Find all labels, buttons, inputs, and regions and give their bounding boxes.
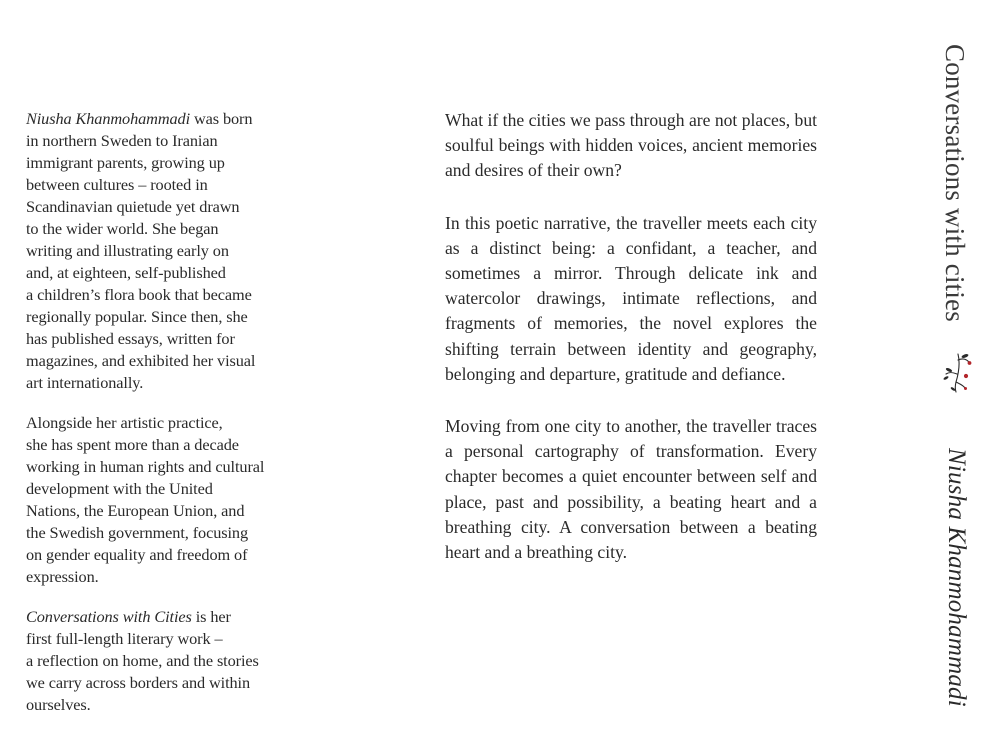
bio-paragraph-3 — [26, 606, 296, 716]
bio-line: on gender equality and freedom of — [26, 545, 248, 564]
bio-paragraph-1 — [26, 108, 296, 394]
book-spine — [930, 0, 986, 721]
bio-line: writing and illustrating early on — [26, 241, 229, 260]
bio-line: has published essays, written for — [26, 329, 235, 348]
bio-line: and, at eighteen, self-published — [26, 263, 226, 282]
bio-line: expression. — [26, 567, 99, 586]
bio-line: Alongside her artistic practice, — [26, 413, 223, 432]
blurb-paragraph-1: What if the cities we pass through are not places, but soulful beings with hidden voices, ancient memories and desires of their own? — [445, 110, 817, 181]
bio-line: in northern Sweden to Iranian — [26, 131, 218, 150]
bio-line: a reflection on home, and the stories — [26, 651, 259, 670]
author-name: Niusha Khanmohammadi — [26, 109, 190, 128]
spine-title: Conversations with cities — [940, 44, 970, 322]
bio-line: ourselves. — [26, 695, 91, 714]
bio-line: she has spent more than a decade — [26, 435, 239, 454]
flower-sprig-icon — [938, 350, 978, 394]
bio-paragraph-2 — [26, 412, 296, 588]
bio-line: regionally popular. Since then, she — [26, 307, 248, 326]
bio-line: immigrant parents, growing up — [26, 153, 225, 172]
book-blurb — [445, 108, 817, 592]
spine-author: Niusha Khanmohammadi — [943, 448, 970, 707]
bio-line: magazines, and exhibited her visual — [26, 351, 256, 370]
bio-line: Nations, the European Union, and — [26, 501, 245, 520]
bio-line: working in human rights and cultural — [26, 457, 265, 476]
bio-line: we carry across borders and within — [26, 673, 251, 692]
bio-line: the Swedish government, focusing — [26, 523, 248, 542]
bio-line: Niusha Khanmohammadi was born — [26, 109, 253, 128]
bio-line: between cultures – rooted in — [26, 175, 208, 194]
bio-line: first full-length literary work – — [26, 629, 223, 648]
book-title: Conversations with Cities — [26, 607, 192, 626]
blurb-paragraph-2: In this poetic narrative, the traveller meets each city as a distinct being: a confidant, a teacher, and sometimes a mirror. Through delicate ink and watercolor drawings, intimate reflections, and fragments of memories, the novel explores the shifting terrain between identity and geography, belonging and departure, gratitude and defiance. — [445, 212, 817, 384]
bio-line: to the wider world. She began — [26, 219, 219, 238]
bio-line: development with the United — [26, 479, 213, 498]
author-bio — [26, 108, 296, 734]
bio-line: Scandinavian quietude yet drawn — [26, 197, 240, 216]
blurb-paragraph-3: Moving from one city to another, the traveller traces a personal cartography of transformation. Every chapter becomes a quiet encounter between self and place, past and possibility, a beating heart and a breathing city. A conversation between a beating heart and a breathing city. — [445, 416, 817, 563]
bio-line: art internationally. — [26, 373, 144, 392]
bio-line: Conversations with Cities is her — [26, 607, 231, 626]
bio-line: a children’s flora book that became — [26, 285, 252, 304]
